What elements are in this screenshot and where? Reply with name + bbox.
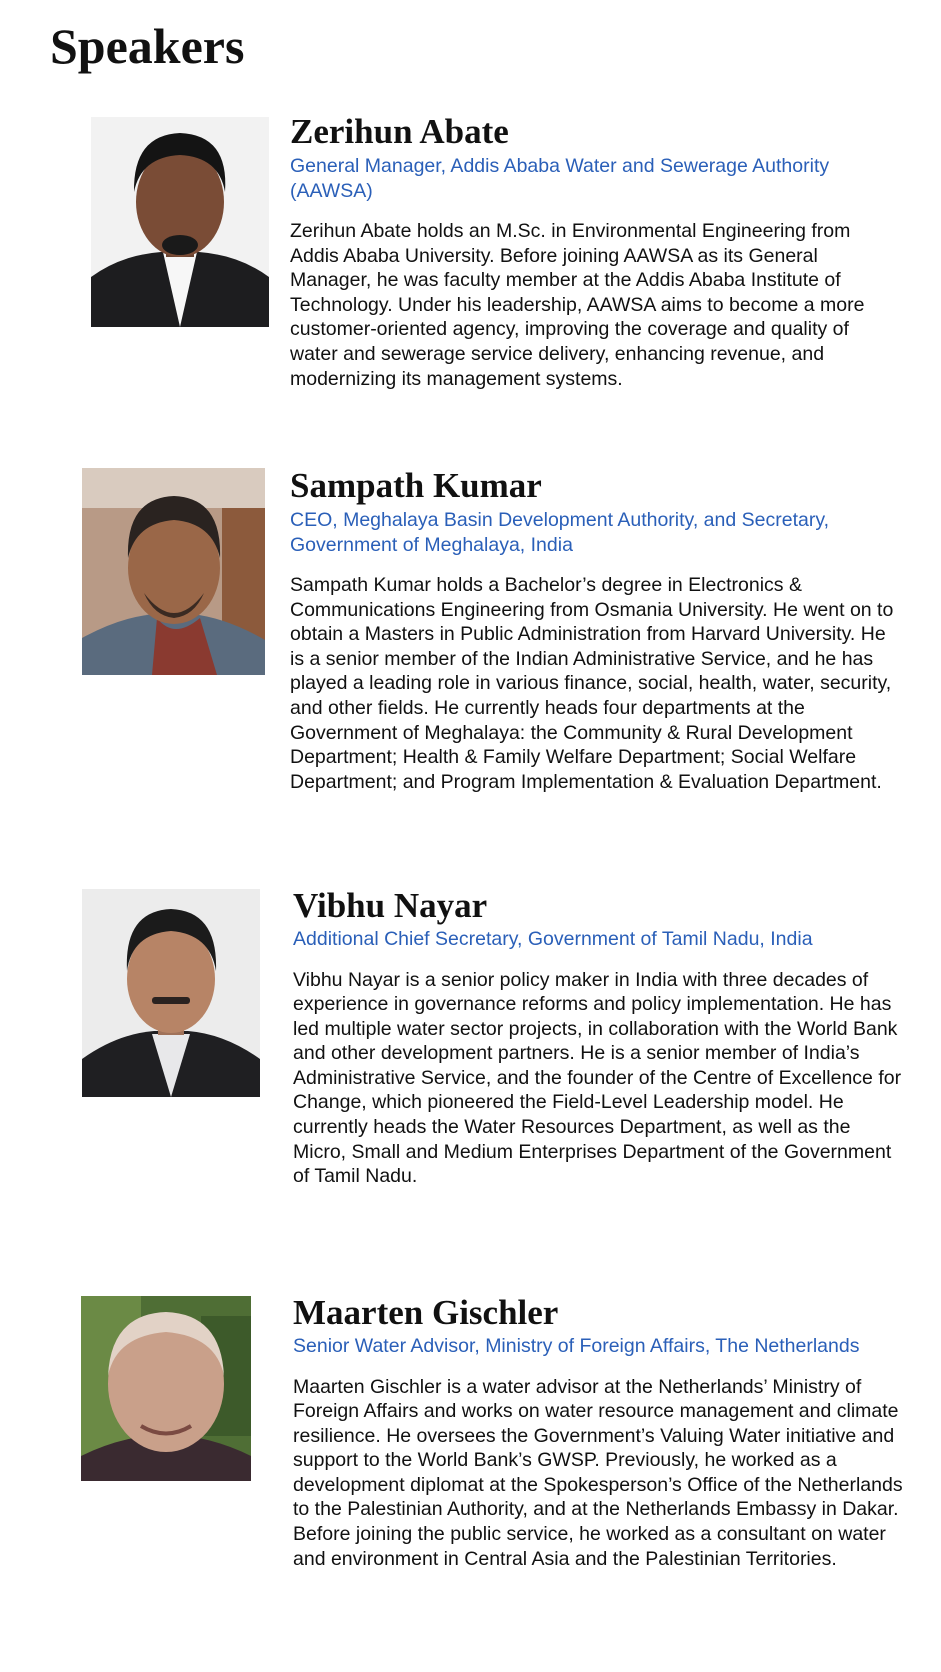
speaker-photo	[91, 117, 269, 327]
speaker-name: Zerihun Abate	[290, 112, 509, 151]
speaker-bio: Vibhu Nayar is a senior policy maker in India with three decades of experience in governance reforms and policy implementation. He has led multiple water sector projects, in collaboration with the World Bank and other development partners. He is a senior member of India’s Administrative Service, and the founder of the Centre of Excellence for Change, which pioneered the Field-Level Leadership model. He currently heads the Water Resources Department, as well as the Micro, Small and Medium Enterprises Department of the Government of Tamil Nadu.	[293, 968, 902, 1188]
speaker-role: Additional Chief Secretary, Government of Tamil Nadu, India	[293, 928, 813, 950]
speaker-photo	[81, 1296, 251, 1481]
speaker-role: CEO, Meghalaya Basin Development Authority, and Secretary, Government of Meghalaya, India	[290, 509, 830, 556]
speaker-name: Vibhu Nayar	[293, 886, 488, 925]
speaker-role: Senior Water Advisor, Ministry of Foreign Affairs, The Netherlands	[293, 1335, 860, 1357]
speaker-photo	[82, 468, 265, 675]
speaker-name: Maarten Gischler	[293, 1293, 559, 1332]
speaker-role: General Manager, Addis Ababa Water and Sewerage Authority (AAWSA)	[290, 155, 830, 202]
speaker-bio: Maarten Gischler is a water advisor at the Netherlands’ Ministry of Foreign Affairs and works on water resource management and climate resilience. He oversees the Government’s Valuing Water initiative and support to the World Bank’s GWSP. Previously, he worked as a development diplomat at the Spokesperson’s Office of the Netherlands to the Palestinian Authority, and at the Netherlands Embassy in Dakar. Before joining the public service, he worked as a consultant on water and environment in Central Asia and the Palestinian Territories.	[293, 1375, 903, 1570]
speaker-bio: Zerihun Abate holds an M.Sc. in Environmental Engineering from Addis Ababa University. Before joining AAWSA as its General Manager, he was faculty member at the Addis Ababa Institute of Technology. Under his leadership, AAWSA aims to become a more customer-oriented agency, improving the coverage and quality of water and sewerage service delivery, enhancing revenue, and modernizing its management systems.	[290, 220, 865, 390]
speaker-photo	[82, 889, 260, 1097]
page-title: Speakers	[50, 18, 245, 74]
speaker-name: Sampath Kumar	[290, 466, 542, 505]
speaker-bio: Sampath Kumar holds a Bachelor’s degree in Electronics & Communications Engineering from Osmania University. He went on to obtain a Masters in Public Administration from Harvard University. He is a senior member of the Indian Administrative Service, and he has played a leading role in various finance, social, health, water, security, and other fields. He currently heads four departments at the Government of Meghalaya: the Community & Rural Development Department; Health & Family Welfare Department; Social Welfare Department; and Program Implementation & Evaluation Department.	[290, 574, 894, 793]
